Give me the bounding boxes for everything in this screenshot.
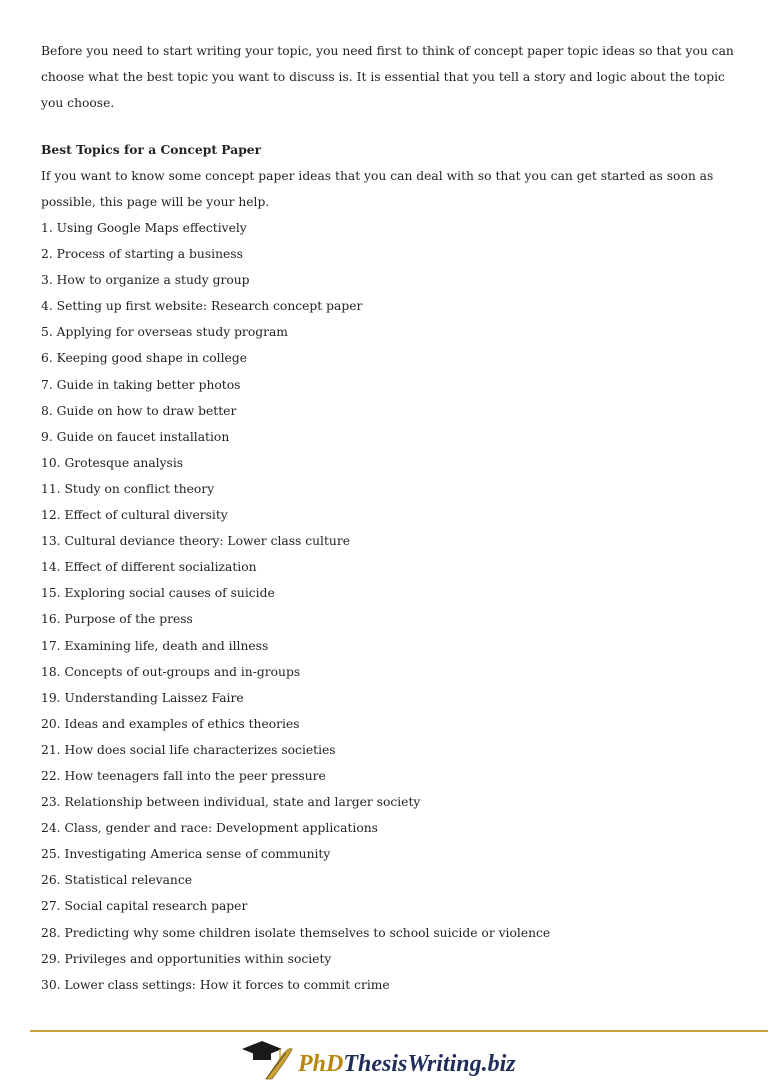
topic-list-item: 3. How to organize a study group bbox=[41, 273, 250, 288]
topic-list-item: 5. Applying for overseas study program bbox=[41, 325, 288, 340]
topic-list-item: 19. Understanding Laissez Faire bbox=[41, 690, 244, 705]
topic-list-item: 22. How teenagers fall into the peer pressure bbox=[41, 768, 326, 783]
footer-logo bbox=[236, 1035, 526, 1083]
topic-list-item: 2. Process of starting a business bbox=[41, 247, 243, 262]
logo-text: PhDThesisWriting.biz bbox=[298, 1051, 516, 1077]
topic-list-item: 13. Cultural deviance theory: Lower class culture bbox=[41, 534, 351, 549]
intro-paragraph: Before you need to start writing your topic, you need first to think of concept paper topic ideas so that you can choose what the best topic you want to discuss is. It is essential that you tell a story and logic about the topic you choose. bbox=[41, 44, 734, 110]
topic-list-item: 20. Ideas and examples of ethics theories bbox=[41, 716, 300, 731]
topic-list-item: 10. Grotesque analysis bbox=[41, 455, 184, 470]
graduation-cap-pen-icon bbox=[236, 1035, 526, 1083]
document-page bbox=[41, 38, 741, 998]
topic-list-item: 30. Lower class settings: How it forces to commit crime bbox=[41, 977, 390, 992]
topic-list bbox=[41, 215, 741, 998]
topic-list-item: 6. Keeping good shape in college bbox=[41, 351, 247, 366]
topic-list-item: 1. Using Google Maps effectively bbox=[41, 221, 247, 235]
topic-list-item: 21. How does social life characterizes societies bbox=[41, 742, 336, 757]
topic-list-item: 18. Concepts of out-groups and in-groups bbox=[41, 664, 301, 679]
topic-list-item: 25. Investigating America sense of community bbox=[41, 847, 331, 862]
topic-list-item: 26. Statistical relevance bbox=[41, 873, 193, 888]
footer-divider bbox=[30, 1030, 768, 1032]
topic-list-item: 7. Guide in taking better photos bbox=[41, 377, 241, 392]
topic-list-item: 28. Predicting why some children isolate themselves to school suicide or violence bbox=[41, 925, 551, 940]
topic-list-item: 14. Effect of different socialization bbox=[41, 560, 257, 575]
topic-list-item: 16. Purpose of the press bbox=[41, 612, 193, 627]
topic-list-item: 15. Exploring social causes of suicide bbox=[41, 586, 275, 601]
topic-list-item: 11. Study on conflict theory bbox=[41, 481, 215, 496]
topic-list-item: 9. Guide on faucet installation bbox=[41, 429, 230, 444]
topic-list-item: 23. Relationship between individual, state and larger society bbox=[41, 795, 421, 810]
topic-list-item: 29. Privileges and opportunities within society bbox=[41, 951, 332, 966]
topic-list-item: 12. Effect of cultural diversity bbox=[41, 508, 228, 523]
topic-list-item: 24. Class, gender and race: Development applications bbox=[41, 821, 378, 836]
topic-list-item: 4. Setting up first website: Research concept paper bbox=[41, 299, 363, 314]
section-heading: Best Topics for a Concept Paper bbox=[41, 142, 262, 157]
section-intro-paragraph: If you want to know some concept paper ideas that you can deal with so that you can get started as soon as possible, this page will be your help. bbox=[41, 169, 714, 209]
topic-list-item: 17. Examining life, death and illness bbox=[41, 638, 269, 653]
topic-list-item: 27. Social capital research paper bbox=[41, 899, 248, 914]
topic-list-item: 8. Guide on how to draw better bbox=[41, 403, 237, 418]
